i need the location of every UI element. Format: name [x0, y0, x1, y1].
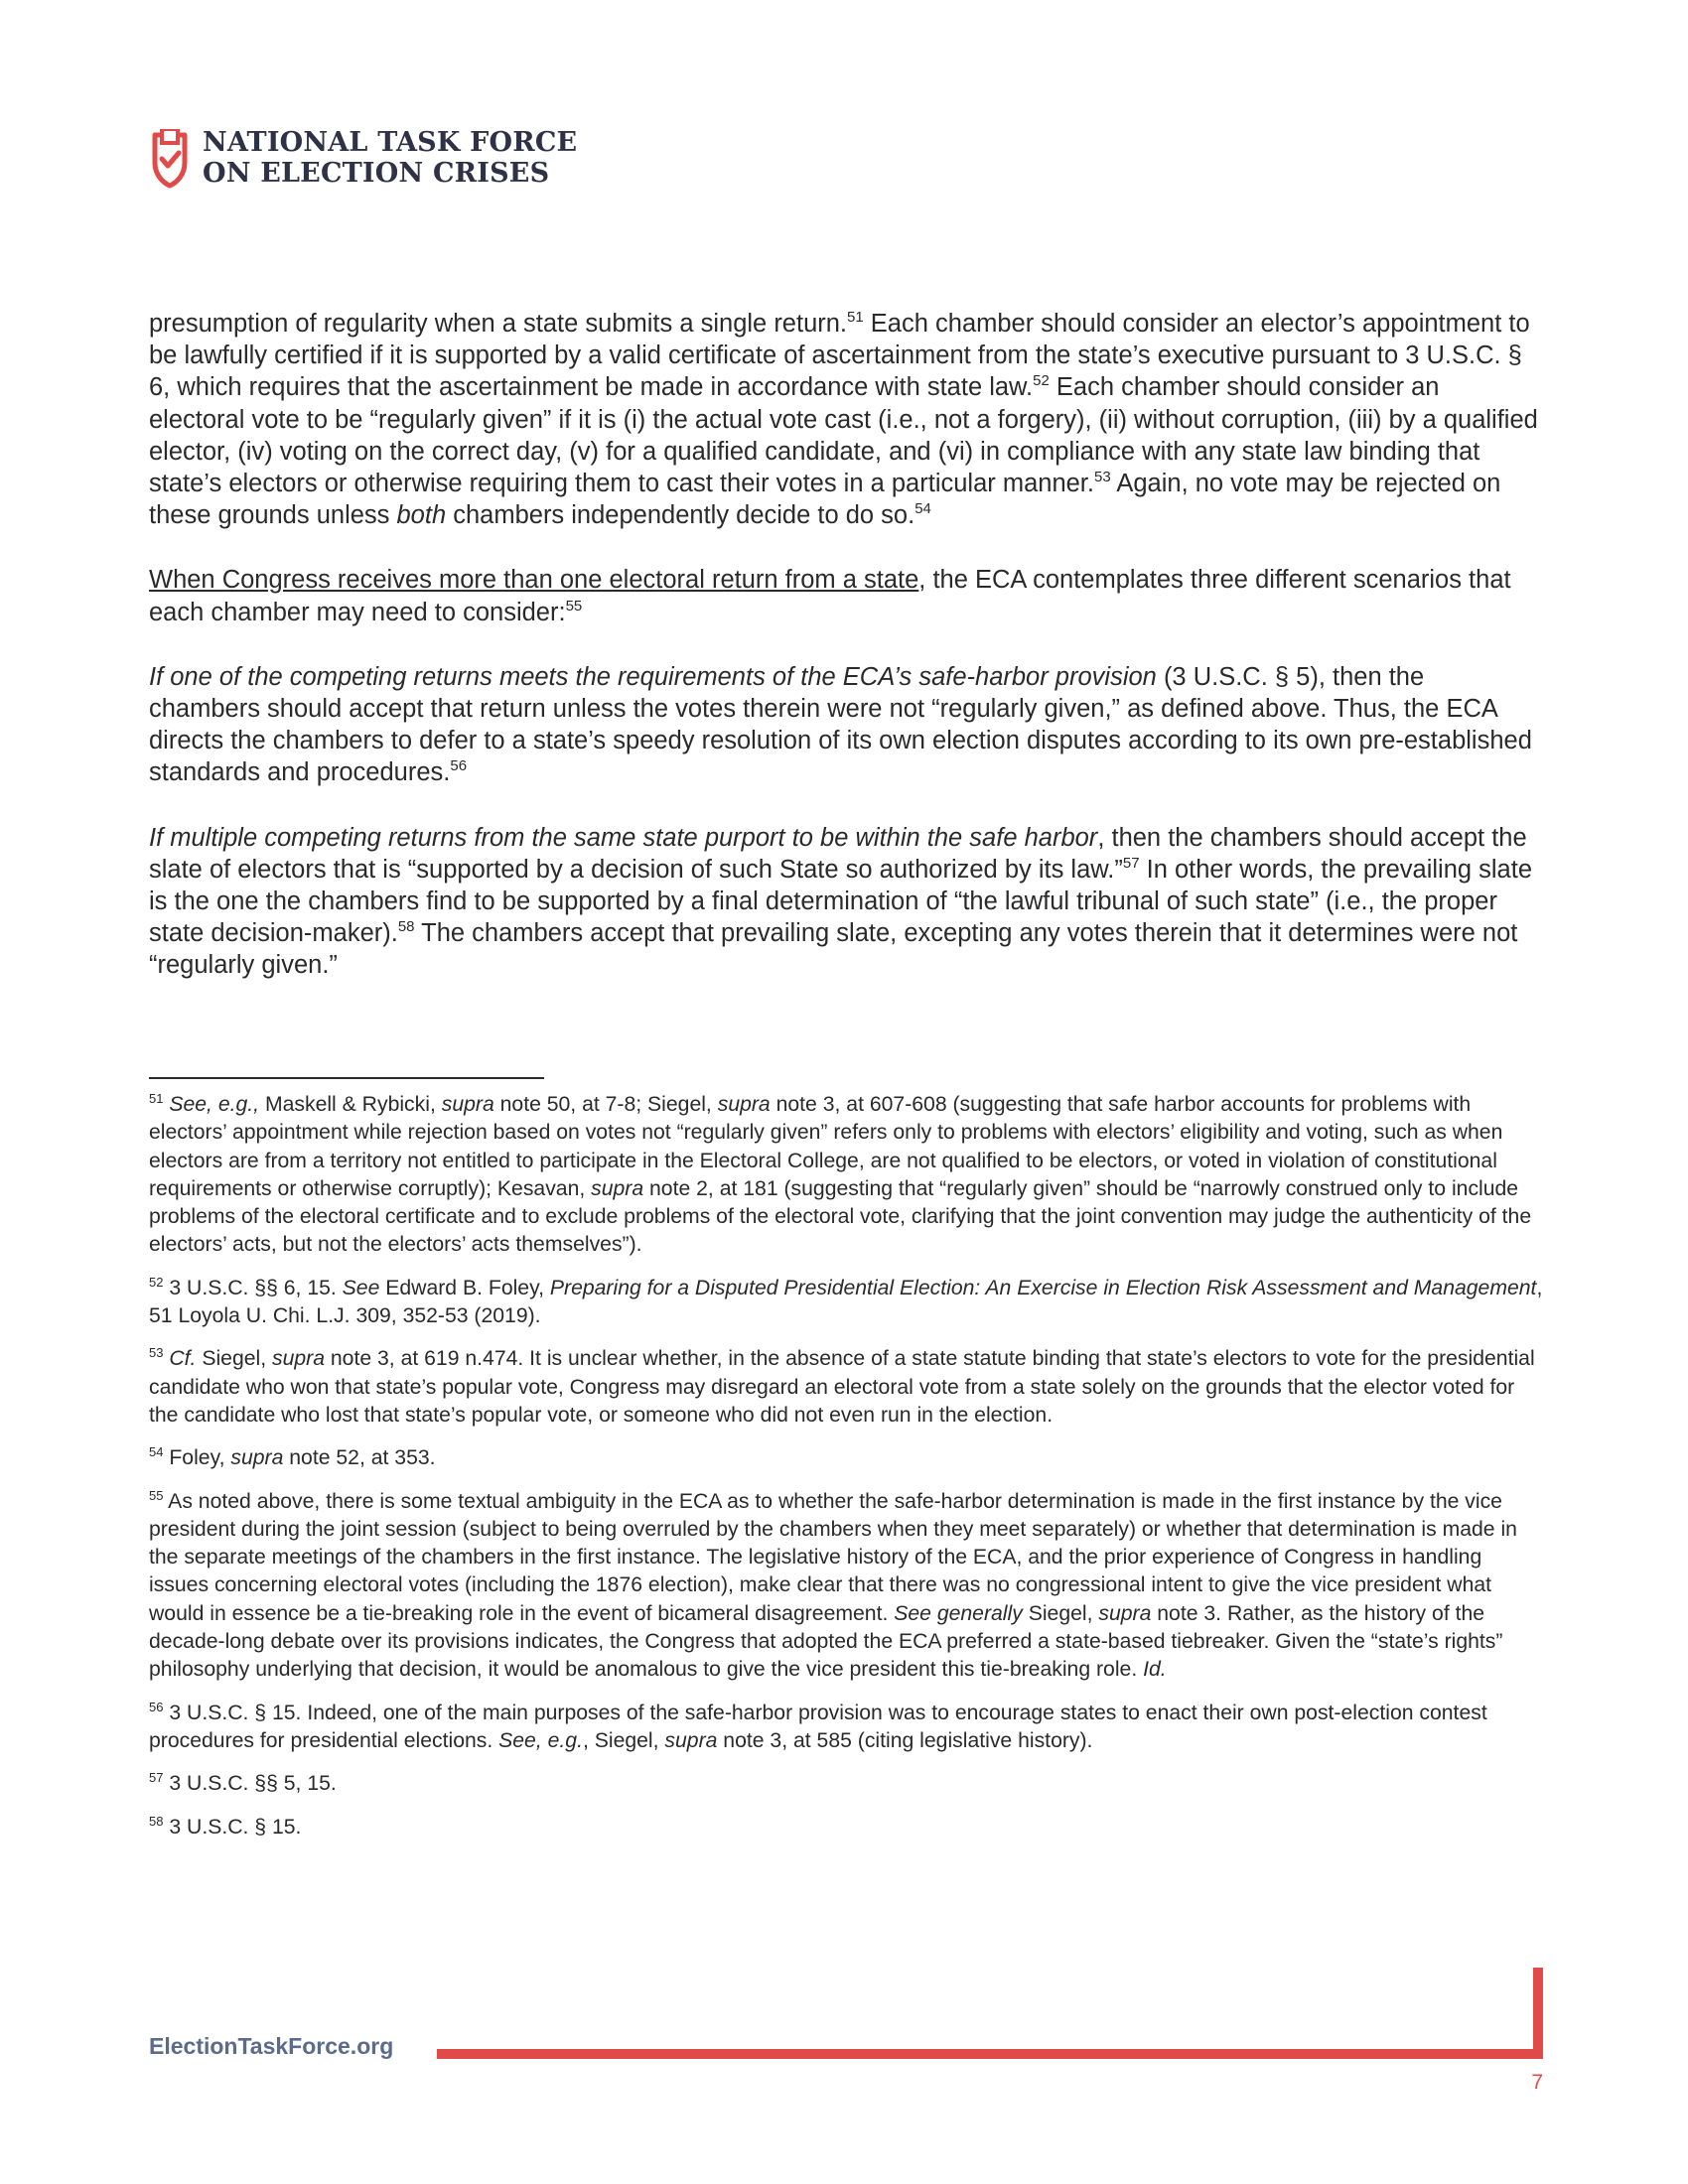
footer-rule-vertical [1533, 1968, 1543, 2059]
footnote-ref-57[interactable]: 57 [1122, 854, 1140, 872]
footnotes [149, 1091, 1544, 1856]
footnote-52: $^{52}$ 3 U.S.C. §§ 6, 15. See Edward B. Foley, Preparing for a Disputed Presidential Election: An Exercise in Election Risk Assessment and Management, 51 Loyola U. Chi. L.J. 309, 352-53 (2019). [149, 1274, 1543, 1328]
footnote-56: $^{56}$ 3 U.S.C. § 15. Indeed, one of the main purposes of the safe-harbor provision was to encourage states to enact their own post-election contest procedures for presidential elections. See, e.g., Siegel, supra note 3, at 585 (citing legislative history). [149, 1699, 1487, 1752]
footnote-58: $^{58}$ 3 U.S.C. § 15. [149, 1813, 302, 1839]
footnote-54: $^{54}$ Foley, supra note 52, at 353. [149, 1444, 436, 1470]
footnote-53: $^{53}$ Cf. Siegel, supra note 3, at 619 n.474. It is unclear whether, in the absence of a state statute binding that state’s electors to vote for the presidential candidate who won that state’s popular vote, Congress may disregard an electoral vote from a state solely on the grounds that the elector voted for the candidate who lost that state’s popular vote, or someone who did not even run in the election. [149, 1345, 1535, 1427]
footnote-ref-54[interactable]: 54 [914, 500, 931, 518]
paragraph-regularity: presumption of regularity when a state submits a single return.$^{51}$ Each chamber should consider an elector’s appointment to be lawfully certified if it is supported by a valid certificate of ascertainment from the state’s executive pursuant to 3 U.S.C. § 6, which requires that the ascertainment be made in accordance with state law.$^{52}$ Each chamber should consider an electoral vote to be “regularly given” if it is (i) the actual vote cast (i.e., not a forgery), (ii) without corruption, (iii) by a qualified elector, (iv) voting on the correct day, (v) for a qualified candidate, and (vi) in compliance with any state law binding that state’s electors or otherwise requiring them to cast their votes in a particular manner.$^{53}$ Again, no vote may be rejected on these grounds unless both chambers independently decide to do so.$^{54}$ [149, 309, 1538, 530]
footnote-57: $^{57}$ 3 U.S.C. §§ 5, 15. [149, 1770, 337, 1796]
footnote-ref-51[interactable]: 51 [847, 309, 864, 326]
footnote-55: $^{55}$ As noted above, there is some textual ambiguity in the ECA as to whether the safe-harbor determination is made in the first instance by the vice president during the joint session (subject to being overruled by the chambers when they meet separately) or whether that determination is made in the separate meetings of the chambers in the first instance. The legislative history of the ECA, and the prior experience of Congress in handling issues concerning electoral votes (including the 1876 election), make clear that there was no congressional intent to give the vice president what would in essence be a tie-breaking role in the event of bicameral disagreement. See generally Siegel, supra note 3. Rather, as the history of the decade-long debate over its provisions indicates, the Congress that adopted the ECA preferred a state-based tiebreaker. Given the “state’s rights” philosophy underlying that decision, it would be anomalous to give the vice president this tie-breaking role. Id. [149, 1487, 1517, 1682]
paragraph-safe-harbor-single: If one of the competing returns meets the requirements of the ECA’s safe-harbor provision (3 U.S.C. § 5), then the chambers should accept that return unless the votes therein were not “regularly given,” as defined above. Thus, the ECA directs the chambers to defer to a state’s speedy resolution of its own election disputes according to its own pre-established standards and procedures.$^{56}$ [149, 662, 1532, 787]
footnote-ref-58[interactable]: 58 [397, 918, 415, 936]
footnote-ref-56[interactable]: 56 [450, 757, 468, 775]
footnote-51: $^{51}$ See, e.g., Maskell & Rybicki, supra note 50, at 7-8; Siegel, supra note 3, at 607-608 (suggesting that safe harbor accounts for problems with electors’ appointment while rejection based on votes not “regularly given” refers only to problems with electors’ eligibility and voting, such as when electors are from a territory not entitled to participate in the Electoral College, are not qualified to be electors, or voted in violation of constitutional requirements or otherwise corruptly); Kesavan, supra note 2, at 181 (suggesting that “regularly given” should be “narrowly construed only to include problems of the electoral certificate and to exclude problems of the electoral vote, clarifying that the joint convention may judge the authenticity of the electors’ acts, but not the electors’ acts themselves”). [149, 1091, 1532, 1257]
organization-name-line1: NATIONAL TASK FORCE [203, 127, 578, 158]
organization-name [203, 127, 577, 189]
ballot-shield-logo-icon [149, 129, 191, 189]
underlined-heading: When Congress receives more than one electoral return from a state [149, 566, 919, 595]
footnote-ref-55[interactable]: 55 [565, 597, 583, 614]
footnote-ref-52[interactable]: 52 [1033, 372, 1050, 390]
paragraph-multiple-returns: When Congress receives more than one electoral return from a state, the ECA contemplates three different scenarios that each chamber may need to consider:$^{55}$ [149, 566, 1511, 626]
page-number: 7 [1531, 2071, 1543, 2094]
footer-website-link[interactable]: ElectionTaskForce.org [149, 2033, 394, 2059]
organization-name-line2: ON ELECTION CRISES [203, 158, 550, 189]
paragraph-safe-harbor-multiple: If multiple competing returns from the same state purport to be within the safe harbor, then the chambers should accept the slate of electors that is “supported by a decision of such State so authorized by its law.”$^{57}$ In other words, the prevailing slate is the one the chambers find to be supported by a final determination of “the lawful tribunal of such state” (i.e., the proper state decision-maker).$^{58}$ The chambers accept that prevailing slate, excepting any votes therein that it determines were not “regularly given.” [149, 823, 1533, 980]
footnote-ref-53[interactable]: 53 [1093, 469, 1111, 486]
organization-logo [149, 127, 578, 197]
footer-rule [437, 2049, 1543, 2059]
body-text [149, 308, 1539, 1015]
footnote-divider [149, 1077, 544, 1079]
